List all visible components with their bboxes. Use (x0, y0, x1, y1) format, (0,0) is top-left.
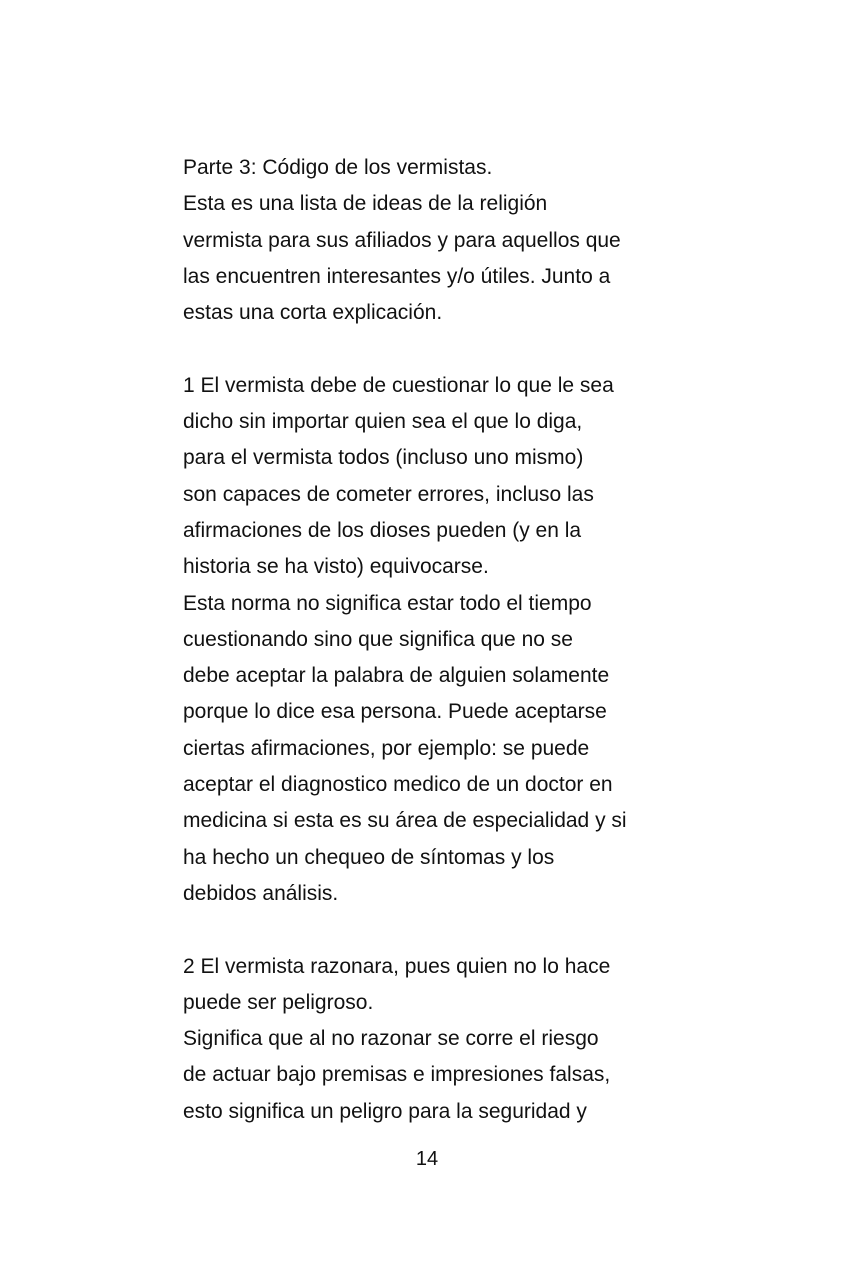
rule1-line: aceptar el diagnostico medico de un doctor en (183, 773, 613, 797)
rule1-line: para el vermista todos (incluso uno mismo) (183, 446, 584, 470)
paragraph-spacer (183, 331, 683, 367)
intro-line: Esta es una lista de ideas de la religión (183, 192, 548, 216)
rule1-line: 1 El vermista debe de cuestionar lo que le sea (183, 373, 614, 397)
intro-line: vermista para sus afiliados y para aquellos que (183, 228, 621, 252)
rule2-line: esto significa un peligro para la seguridad y (183, 1099, 587, 1123)
rule1-line: historia se ha visto) equivocarse. (183, 555, 489, 579)
rule2-line: Significa que al no razonar se corre el riesgo (183, 1027, 599, 1051)
page-body (183, 150, 683, 1130)
page-number: 14 (415, 1148, 439, 1170)
rule1-line: son capaces de cometer errores, incluso las (183, 482, 594, 506)
rule1-line: medicina si esta es su área de especialidad y si (183, 809, 627, 833)
section-heading: Parte 3: Código de los vermistas. (183, 156, 493, 179)
rule1-line: ha hecho un chequeo de síntomas y los (183, 845, 555, 869)
rule2-line: de actuar bajo premisas e impresiones falsas, (183, 1063, 611, 1087)
rule1-line: afirmaciones de los dioses pueden (y en la (183, 518, 582, 542)
intro-line: las encuentren interesantes y/o útiles. Junto a (183, 264, 611, 288)
intro-line: estas una corta explicación. (183, 301, 443, 325)
rule2-line: puede ser peligroso. (183, 990, 374, 1014)
rule1-line: porque lo dice esa persona. Puede aceptarse (183, 700, 607, 724)
rule1-line: Esta norma no significa estar todo el tiempo (183, 591, 592, 615)
rule1-line: dicho sin importar quien sea el que lo diga, (183, 410, 583, 434)
rule1-line: cuestionando sino que significa que no se (183, 627, 573, 651)
rule2-line: 2 El vermista razonara, pues quien no lo hace (183, 954, 611, 978)
paragraph-spacer (183, 912, 683, 948)
rule1-line: ciertas afirmaciones, por ejemplo: se puede (183, 736, 590, 760)
rule1-line: debe aceptar la palabra de alguien solamente (183, 664, 610, 688)
rule1-line: debidos análisis. (183, 881, 339, 905)
